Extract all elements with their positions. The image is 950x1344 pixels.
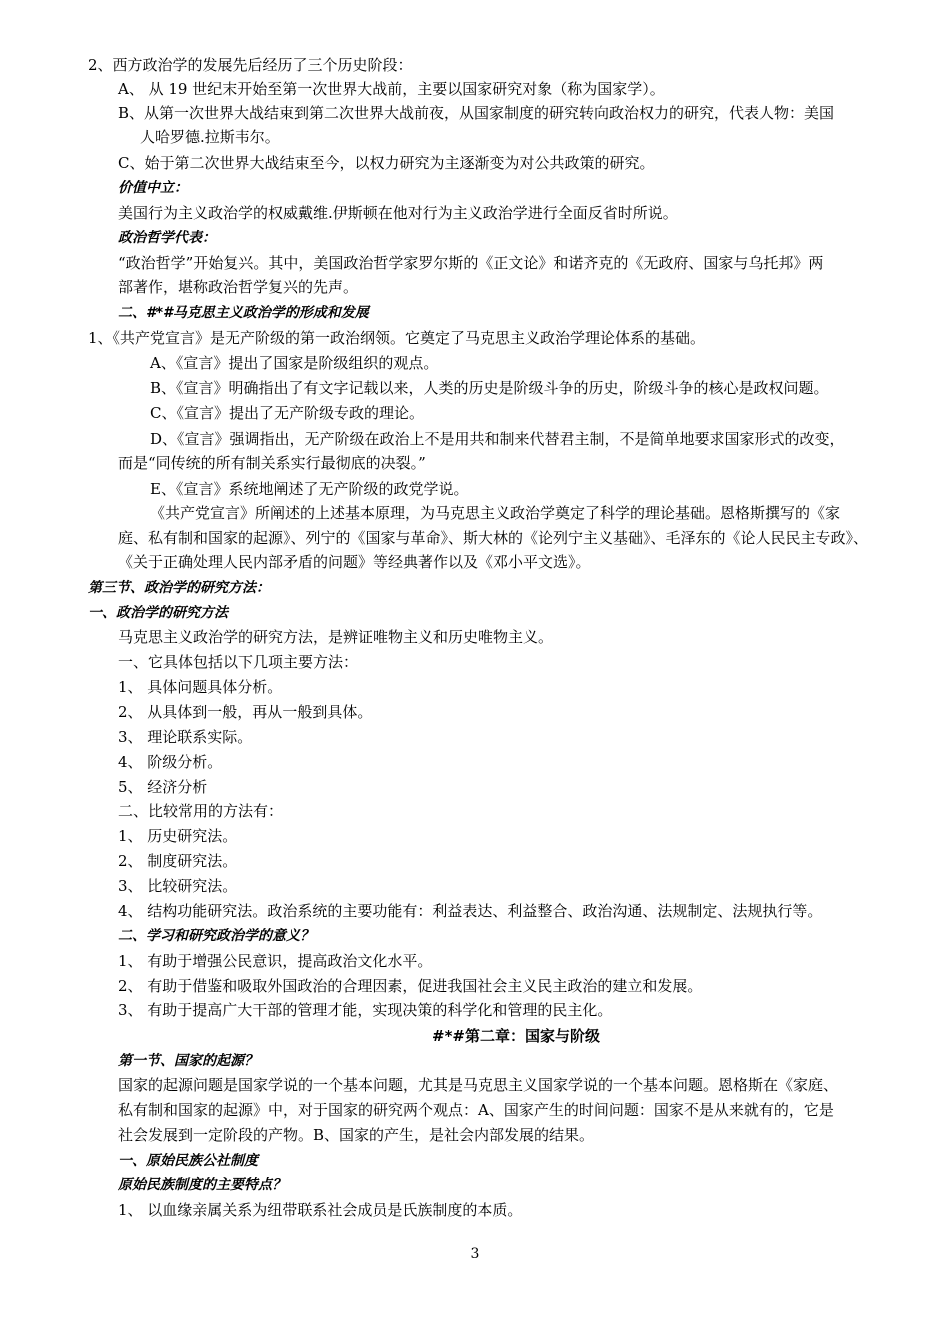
text-line: 《关于正确处理人民内部矛盾的问题》等经典著作以及《邓小平文选》。: [118, 553, 591, 571]
section-heading: 第一节、国家的起源？: [118, 1053, 258, 1069]
text-line: B、《宣言》明确指出了有文字记载以来，人类的历史是阶级斗争的历史，阶级斗争的核心是政权问题。: [150, 379, 829, 397]
text-line: 私有制和国家的起源》中，对于国家的研究两个观点：A、国家产生的时间问题：国家不是从来就有的，它是: [118, 1101, 834, 1119]
text-line: 3、 比较研究法。: [118, 877, 238, 895]
text-line: 一、它具体包括以下几项主要方法：: [118, 653, 359, 671]
text-line: A、《宣言》提出了国家是阶级组织的观点。: [150, 354, 439, 372]
text-line: D、《宣言》强调指出，无产阶级在政治上不是用共和制来代替君主制，不是简单地要求国家形式的改变，: [150, 430, 845, 448]
text-line: 1、 以血缘亲属关系为纽带联系社会成员是氏族制度的本质。: [118, 1201, 523, 1219]
text-line: 社会发展到一定阶段的产物。B、国家的产生，是社会内部发展的结果。: [118, 1126, 595, 1144]
section-heading: 二、学习和研究政治学的意义？: [118, 928, 314, 944]
text-line: 马克思主义政治学的研究方法，是辨证唯物主义和历史唯物主义。: [118, 628, 554, 646]
text-line: 部著作，堪称政治哲学复兴的先声。: [118, 278, 359, 296]
section-heading: 第三节、政治学的研究方法：: [88, 580, 270, 596]
text-line: A、 从 19 世纪末开始至第一次世界大战前，主要以国家研究对象（称为国家学）。: [118, 80, 665, 98]
text-line: B、从第一次世界大战结束到第二次世界大战前夜，从国家制度的研究转向政治权力的研究，代表人物：美国: [118, 104, 835, 122]
text-line: 《共产党宣言》所阐述的上述基本原理，为马克思主义政治学奠定了科学的理论基础。恩格斯撰写的《家: [150, 504, 841, 522]
section-heading: 二、#*#马克思主义政治学的形成和发展: [118, 305, 369, 321]
text-line: 4、 阶级分析。: [118, 753, 223, 771]
section-heading: 一、政治学的研究方法: [88, 605, 228, 621]
text-line: 庭、私有制和国家的起源》、列宁的《国家与革命》、斯大林的《论列宁主义基础》、毛泽东的《论人民民主专政》、: [118, 529, 869, 547]
text-line: 1、《共产党宣言》是无产阶级的第一政治纲领。它奠定了马克思主义政治学理论体系的基础。: [88, 329, 706, 347]
text-line: 国家的起源问题是国家学说的一个基本问题，尤其是马克思主义国家学说的一个基本问题。恩格斯在《家庭、: [118, 1076, 839, 1094]
text-line: 2、西方政治学的发展先后经历了三个历史阶段：: [88, 56, 413, 74]
text-line: 人哈罗德.拉斯韦尔。: [140, 128, 280, 146]
text-line: C、始于第二次世界大战结束至今，以权力研究为主逐渐变为对公共政策的研究。: [118, 154, 655, 172]
text-line: “政治哲学”开始复兴。其中，美国政治哲学家罗尔斯的《正文论》和诺齐克的《无政府、国家与乌托邦》两: [118, 254, 824, 272]
text-line: 2、 从具体到一般，再从一般到具体。: [118, 703, 373, 721]
page-number: 3: [470, 1246, 480, 1262]
text-line: 二、比较常用的方法有：: [118, 802, 284, 820]
section-heading: 政治哲学代表：: [118, 230, 216, 246]
text-line: 1、 历史研究法。: [118, 827, 238, 845]
text-line: 5、 经济分析: [118, 778, 208, 796]
section-heading: 一、原始民族公社制度: [118, 1153, 258, 1169]
text-line: 3、 有助于提高广大干部的管理才能，实现决策的科学化和管理的民主化。: [118, 1001, 613, 1019]
text-line: 2、 制度研究法。: [118, 852, 238, 870]
text-line: 而是“同传统的所有制关系实行最彻底的决裂。”: [118, 454, 426, 472]
chapter-title: #*#第二章：国家与阶级: [432, 1027, 600, 1045]
section-heading: 原始民族制度的主要特点？: [118, 1177, 286, 1193]
text-line: C、《宣言》提出了无产阶级专政的理论。: [150, 404, 424, 422]
text-line: 4、 结构功能研究法。政治系统的主要功能有：利益表达、利益整合、政治沟通、法规制定、法规执行等。: [118, 902, 823, 920]
text-line: 1、 有助于增强公民意识，提高政治文化水平。: [118, 952, 433, 970]
text-line: E、《宣言》系统地阐述了无产阶级的政党学说。: [150, 480, 469, 498]
text-line: 3、 理论联系实际。: [118, 728, 253, 746]
text-line: 1、 具体问题具体分析。: [118, 678, 283, 696]
section-heading: 价值中立：: [118, 180, 188, 196]
text-line: 美国行为主义政治学的权威戴维.伊斯顿在他对行为主义政治学进行全面反省时所说。: [118, 204, 678, 222]
text-line: 2、 有助于借鉴和吸取外国政治的合理因素，促进我国社会主义民主政治的建立和发展。: [118, 977, 703, 995]
